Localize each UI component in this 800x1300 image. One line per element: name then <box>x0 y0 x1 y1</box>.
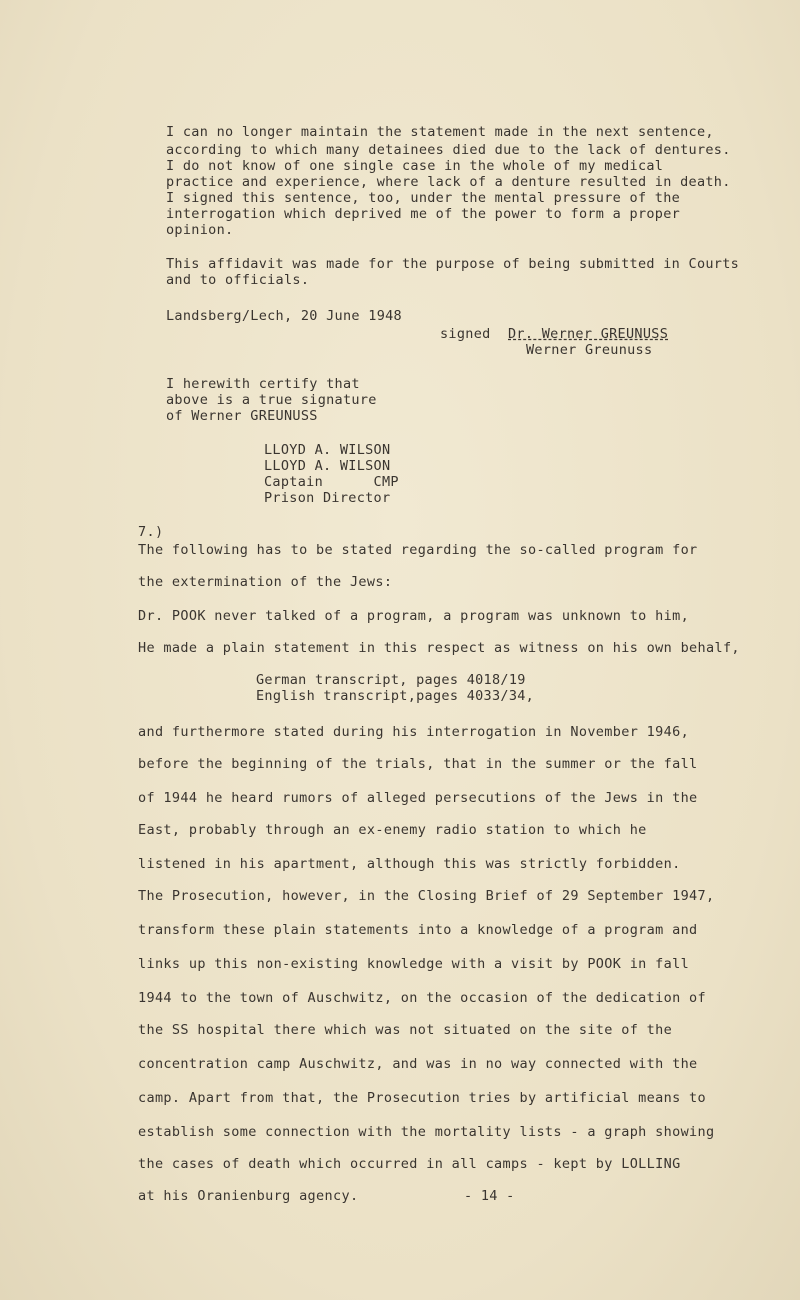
intro-line-7: opinion. <box>166 222 234 238</box>
body2-line-6: The Prosecution, however, in the Closing Brief of 29 September 1947, <box>138 888 715 904</box>
body2-line-14: the cases of death which occurred in all camps - kept by LOLLING <box>138 1156 681 1172</box>
body-line-1: The following has to be stated regarding the so-called program for <box>138 542 698 558</box>
body2-line-9: 1944 to the town of Auschwitz, on the occasion of the dedication of <box>138 990 707 1006</box>
intro-line-6: interrogation which deprived me of the power to form a proper <box>166 206 681 222</box>
intro-line-5: I signed this sentence, too, under the mental pressure of the <box>166 190 681 206</box>
certify-line-1: I herewith certify that <box>166 376 360 392</box>
officer-line-4: Prison Director <box>264 490 391 506</box>
section-number: 7.) <box>138 524 164 540</box>
page-number: - 14 - <box>464 1188 515 1204</box>
affidavit-line-2: and to officials. <box>166 272 310 288</box>
officer-line-3: Captain CMP <box>264 474 399 490</box>
body2-line-1: and furthermore stated during his interrogation in November 1946, <box>138 724 690 740</box>
body2-line-4: East, probably through an ex-enemy radio station to which he <box>138 822 647 838</box>
signed-label: signed <box>440 326 491 342</box>
body-line-4: He made a plain statement in this respect as witness on his own behalf, <box>138 640 740 656</box>
body2-line-12: camp. Apart from that, the Prosecution tries by artificial means to <box>138 1090 707 1106</box>
transcript-english: English transcript,pages 4033/34, <box>256 688 535 704</box>
place-date: Landsberg/Lech, 20 June 1948 <box>166 308 402 324</box>
body2-line-8: links up this non-existing knowledge with a visit by POOK in fall <box>138 956 690 972</box>
body2-line-2: before the beginning of the trials, that in the summer or the fall <box>138 756 698 772</box>
body2-line-10: the SS hospital there which was not situated on the site of the <box>138 1022 673 1038</box>
body-line-2: the extermination of the Jews: <box>138 574 393 590</box>
transcript-german: German transcript, pages 4018/19 <box>256 672 526 688</box>
affidavit-line-1: This affidavit was made for the purpose of being submitted in Courts <box>166 256 740 272</box>
officer-line-1: LLOYD A. WILSON <box>264 442 391 458</box>
certify-line-2: above is a true signature <box>166 392 377 408</box>
body2-line-13: establish some connection with the mortality lists - a graph showing <box>138 1124 715 1140</box>
body-line-3: Dr. POOK never talked of a program, a program was unknown to him, <box>138 608 690 624</box>
body2-line-7: transform these plain statements into a knowledge of a program and <box>138 922 698 938</box>
intro-line-1: I can no longer maintain the statement made in the next sentence, <box>166 124 714 140</box>
body2-line-3: of 1944 he heard rumors of alleged persecutions of the Jews in the <box>138 790 698 806</box>
signed-name-typed: Werner Greunuss <box>526 342 653 358</box>
intro-line-3: I do not know of one single case in the whole of my medical <box>166 158 664 174</box>
certify-line-3: of Werner GREUNUSS <box>166 408 318 424</box>
signed-name: Dr. Werner GREUNUSS <box>508 326 669 342</box>
body2-line-5: listened in his apartment, although this was strictly forbidden. <box>138 856 681 872</box>
body2-line-15: at his Oranienburg agency. <box>138 1188 359 1204</box>
intro-line-2: according to which many detainees died due to the lack of dentures. <box>166 142 731 158</box>
body2-line-11: concentration camp Auschwitz, and was in no way connected with the <box>138 1056 698 1072</box>
officer-line-2: LLOYD A. WILSON <box>264 458 391 474</box>
intro-line-4: practice and experience, where lack of a denture resulted in death. <box>166 174 731 190</box>
